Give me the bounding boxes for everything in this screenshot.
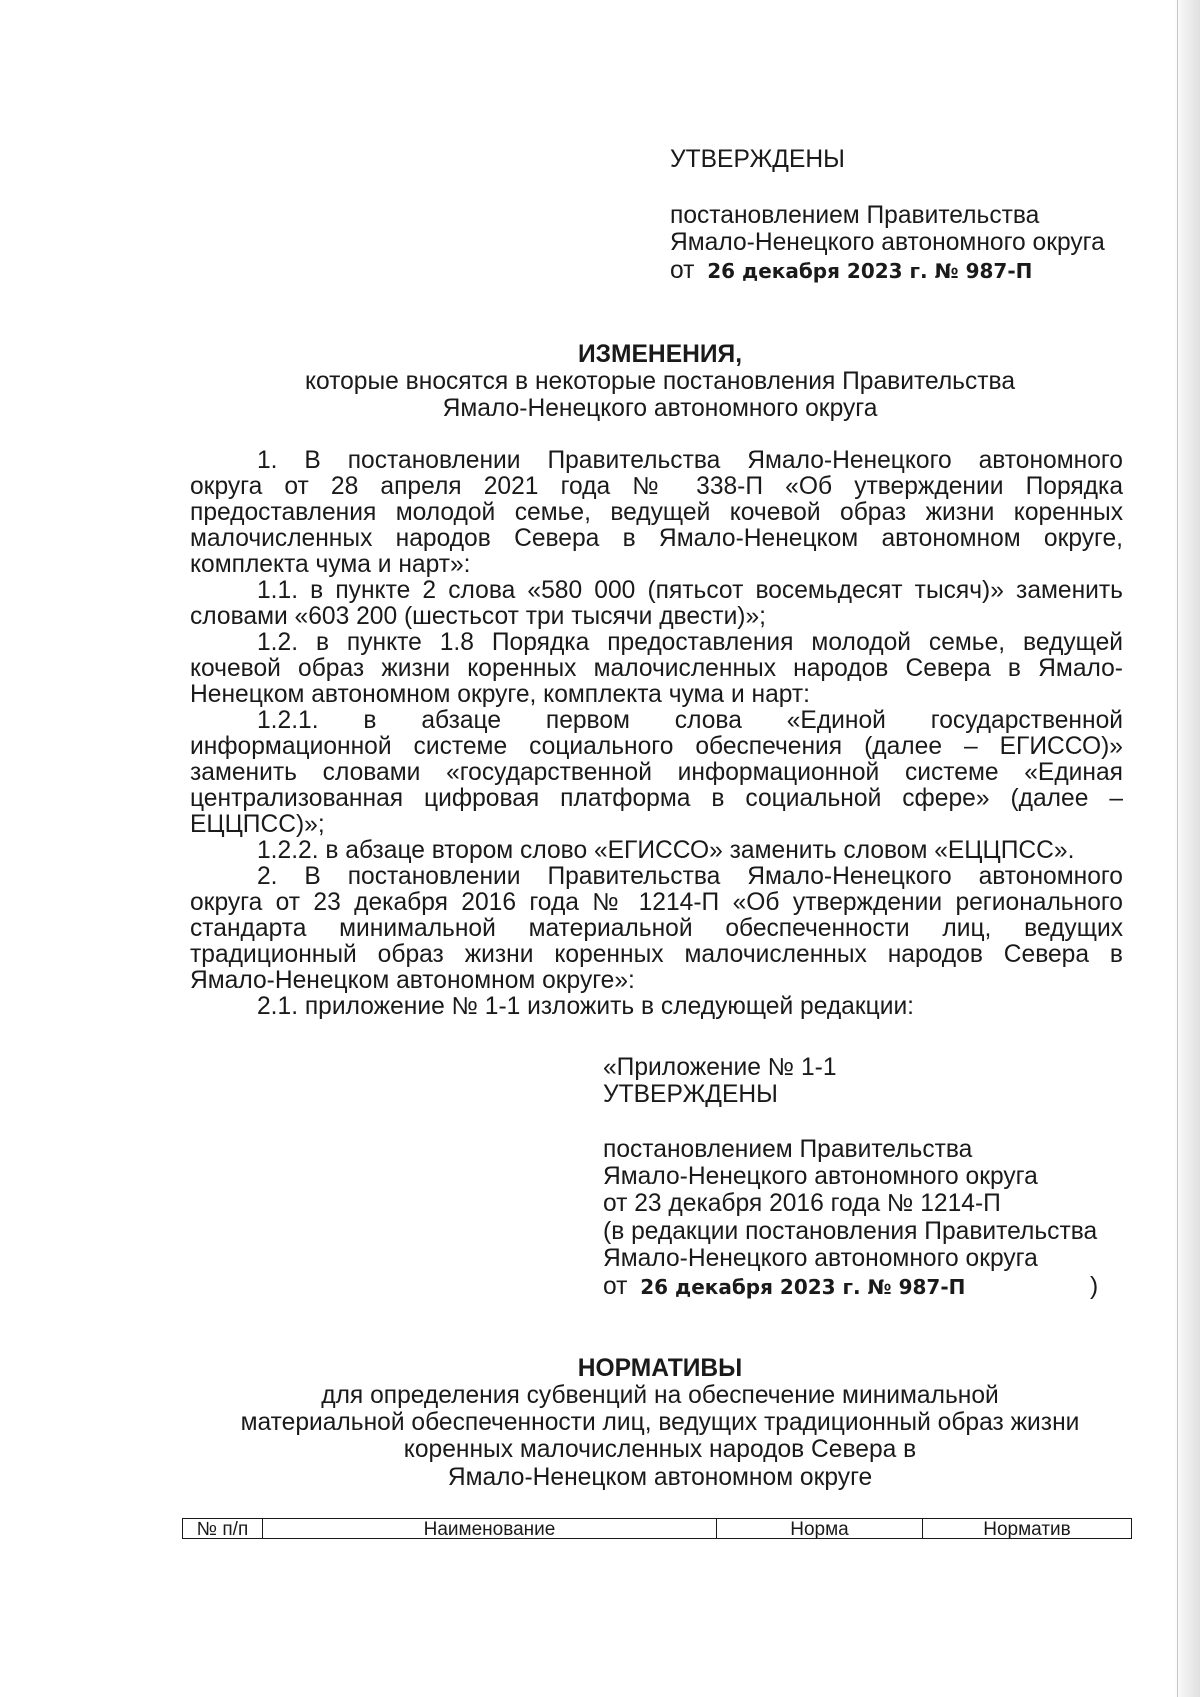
table-header-name: Наименование	[263, 1519, 717, 1538]
nested-appendix: «Приложение № 1-1	[603, 1054, 837, 1081]
body-line: комплекта чума и нарт»:	[190, 551, 471, 578]
normatives-subtitle-4: Ямало-Ненецком автономном округе	[447, 1464, 873, 1491]
nested-closing-paren: )	[1090, 1273, 1099, 1300]
body-line: 1. В постановлении Правительства Ямало-Ненецкого автономного	[257, 448, 1123, 474]
body-line: Ненецком автономном округе, комплекта чума и нарт:	[190, 681, 811, 708]
body-line: традиционный образ жизни коренных малочисленных народов Севера в	[190, 942, 1123, 968]
body-line: предоставления молодой семье, ведущей кочевой образ жизни коренных	[190, 500, 1123, 526]
body-line: малочисленных народов Севера в Ямало-Ненецком автономном округе,	[190, 526, 1123, 552]
nested-approval-line-3: от 23 декабря 2016 года № 1214-П	[603, 1190, 1001, 1217]
normatives-subtitle-2: материальной обеспеченности лиц, ведущих традиционный образ жизни	[240, 1409, 1080, 1436]
body-line: 2.1. приложение № 1-1 изложить в следующей редакции:	[257, 993, 915, 1020]
table-header-normative: Норматив	[983, 1519, 1071, 1540]
changes-subtitle-1: которые вносятся в некоторые постановления Правительства	[304, 368, 1016, 395]
document-body	[190, 448, 1123, 1020]
normatives-subtitle-3: коренных малочисленных народов Севера в	[403, 1436, 917, 1463]
nested-approval-line-2: Ямало-Ненецкого автономного округа	[603, 1163, 1038, 1190]
nested-approval-line-5: Ямало-Ненецкого автономного округа	[603, 1245, 1038, 1272]
body-line: централизованная цифровая платформа в социальной сфере» (далее –	[190, 786, 1123, 812]
nested-date-prefix: от	[603, 1273, 628, 1300]
nested-approval-line-4: (в редакции постановления Правительства	[603, 1218, 1098, 1245]
approval-line-2: Ямало-Ненецкого автономного округа	[670, 229, 1105, 256]
nested-approval-title: УТВЕРЖДЕНЫ	[603, 1081, 778, 1108]
body-line: 1.2. в пункте 1.8 Порядка предоставления молодой семье, ведущей	[257, 630, 1123, 656]
normatives-subtitle-1: для определения субвенций на обеспечение минимальной	[321, 1382, 999, 1409]
nested-approval-line-1: постановлением Правительства	[603, 1136, 973, 1163]
body-line: кочевой образ жизни коренных малочисленных народов Севера в Ямало-	[190, 656, 1123, 682]
body-line: 1.2.2. в абзаце втором слово «ЕГИССО» заменить словом «ЕЦЦПСС».	[257, 837, 1075, 864]
approval-line-1: постановлением Правительства	[670, 202, 1040, 229]
body-line: 1.1. в пункте 2 слова «580 000 (пятьсот восемьдесят тысяч)» заменить	[257, 578, 1123, 604]
table-header-number: № п/п	[183, 1519, 263, 1538]
body-line: Ямало-Ненецком автономном округе»:	[190, 967, 635, 994]
normatives-table-header	[182, 1518, 1132, 1539]
body-line: информационной системе социального обеспечения (далее – ЕГИССО)»	[190, 734, 1123, 760]
changes-subtitle-2: Ямало-Ненецкого автономного округа	[442, 395, 878, 422]
body-line: заменить словами «государственной информационной системе «Единая	[190, 760, 1123, 786]
body-line: округа от 23 декабря 2016 года № 1214-П «Об утверждении регионального	[190, 890, 1123, 916]
nested-date-stamp: 26 декабря 2023 г. № 987-П	[640, 1275, 966, 1299]
body-line: 2. В постановлении Правительства Ямало-Ненецкого автономного	[257, 864, 1123, 890]
body-line: ЕЦЦПСС)»;	[190, 811, 325, 838]
nested-approval-date	[603, 1275, 965, 1300]
body-line: округа от 28 апреля 2021 года № 338-П «Об утверждении Порядка	[190, 474, 1123, 500]
table-header-norm: Норма	[717, 1519, 923, 1538]
body-line: 1.2.1. в абзаце первом слова «Единой государственной	[257, 708, 1123, 734]
body-line: словами «603 200 (шестьсот три тысячи двести)»;	[190, 603, 767, 630]
normatives-title: НОРМАТИВЫ	[577, 1355, 743, 1382]
approval-title: УТВЕРЖДЕНЫ	[670, 146, 845, 173]
body-line: стандарта минимальной материальной обеспеченности лиц, ведущих	[190, 916, 1123, 942]
approval-date-prefix: от	[670, 257, 695, 284]
changes-title: ИЗМЕНЕНИЯ,	[577, 341, 743, 368]
approval-date-stamp: 26 декабря 2023 г. № 987-П	[707, 259, 1033, 283]
approval-date	[670, 259, 1032, 284]
